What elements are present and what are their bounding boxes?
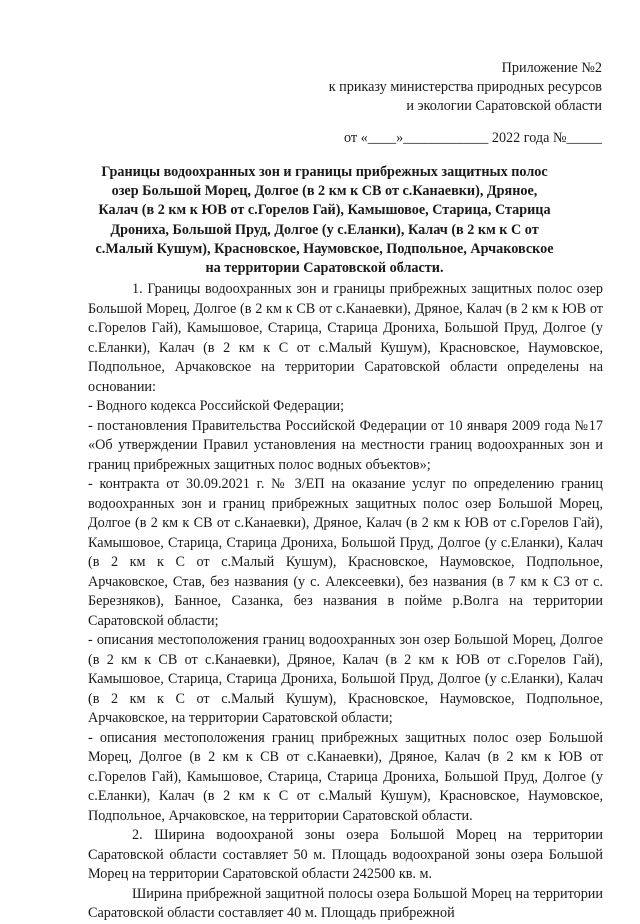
list-item-water-protection-zones: - описания местоположения границ водоохранных зон озер Большой Морец, Долгое (в 2 км к СВ от с.Канаевки), Дряное, Калач (в 2 км к ЮВ от с.Горелов Гай), Камышовое, Старица, Старица Дрониха, Большой Пруд, Долгое (у с.Еланки), Калач (в 2 км к С от с.Малый Кушум), Красновское, Наумовское, Подпольное, Арчаковское, на территории Саратовской области; xyxy=(88,632,603,726)
order-date-line: от «____»____________ 2022 года №_____ xyxy=(343,130,602,146)
appendix-number: Приложение №2 xyxy=(501,60,602,76)
paragraph-3: Ширина прибрежной защитной полосы озера Большой Морец на территории Саратовской области составляет 40 м. Площадь прибрежной xyxy=(88,885,603,921)
document-title: Границы водоохранных зон и границы прибрежных защитных полос озер Большой Морец, Долгое (в 2 км к СВ от с.Канаевки), Дряное, Калач (в 2 км к ЮВ от с.Горелов Гай), Камышовое, Старица, Старица Дрониха, Большой Пруд, Долгое (у с.Еланки), Калач (в 2 км к С от с.Малый Кушум), Красновское, Наумовское, Подпольное, Арчаковское на территории Саратовской области. xyxy=(95,164,554,277)
document-body xyxy=(88,280,603,924)
order-reference: к приказу министерства природных ресурсов xyxy=(328,79,602,95)
list-item-coastal-strips: - описания местоположения границ прибрежных защитных полос озер Большой Морец, Долгое (в 2 км к СВ от с.Канаевки), Дряное, Калач (в 2 км к ЮВ от с.Горелов Гай), Камышовое, Старица, Старица Дрониха, Большой Пруд, Долгое (у с.Еланки), Калач (в 2 км к С от с.Малый Кушум), Красновское, Наумовское, Подпольное, Арчаковское, на территории Саратовской области. xyxy=(88,729,603,824)
paragraph-2: 2. Ширина водоохраной зоны озера Большой Морец на территории Саратовской области составляет 50 м. Площадь водоохраной зоны озера Большой Морец на территории Саратовской области 242500 кв. м. xyxy=(88,827,603,882)
ministry-name: и экологии Саратовской области xyxy=(406,98,602,114)
list-item-government-resolution: - постановления Правительства Российской Федерации от 10 января 2009 года №17 «Об утверждении Правил установления на местности границ водоохранных зон и границ прибрежных защитных полос водных объектов»; xyxy=(88,417,603,473)
list-item-water-code: - Водного кодекса Российской Федерации; xyxy=(88,398,345,414)
paragraph-1: 1. Границы водоохранных зон и границы прибрежных защитных полос озер Большой Морец, Долгое (в 2 км к СВ от с.Канаевки), Дряное, Калач (в 2 км к ЮВ от с.Горелов Гай), Камышовое, Старица, Старица Дрониха, Большой Пруд, Долгое (у с.Еланки), Калач (в 2 км к С от с.Малый Кушум), Красновское, Наумовское, Подпольное, Арчаковское на территории Саратовской области определены на основании: xyxy=(88,281,603,395)
list-item-contract: - контракта от 30.09.2021 г. № 3/ЕП на оказание услуг по определению границ водоохранных зон и границ прибрежных защитных полос озер Большой Морец, Долгое (в 2 км к СВ от с.Канаевки), Дряное, Калач (в 2 км к ЮВ от с.Горелов Гай), Камышовое, Старица, Старица Дрониха, Большой Пруд, Долгое (у с.Еланки), Калач (в 2 км к С от с.Малый Кушум), Красновское, Наумовское, Подпольное, Арчаковское, Став, без названия (у с. Алексеевки), без названия (в 7 км к СЗ от с. Березняков), Банное, Сазанка, без названия в пойме р.Волга на территории Саратовской области; xyxy=(88,476,603,629)
